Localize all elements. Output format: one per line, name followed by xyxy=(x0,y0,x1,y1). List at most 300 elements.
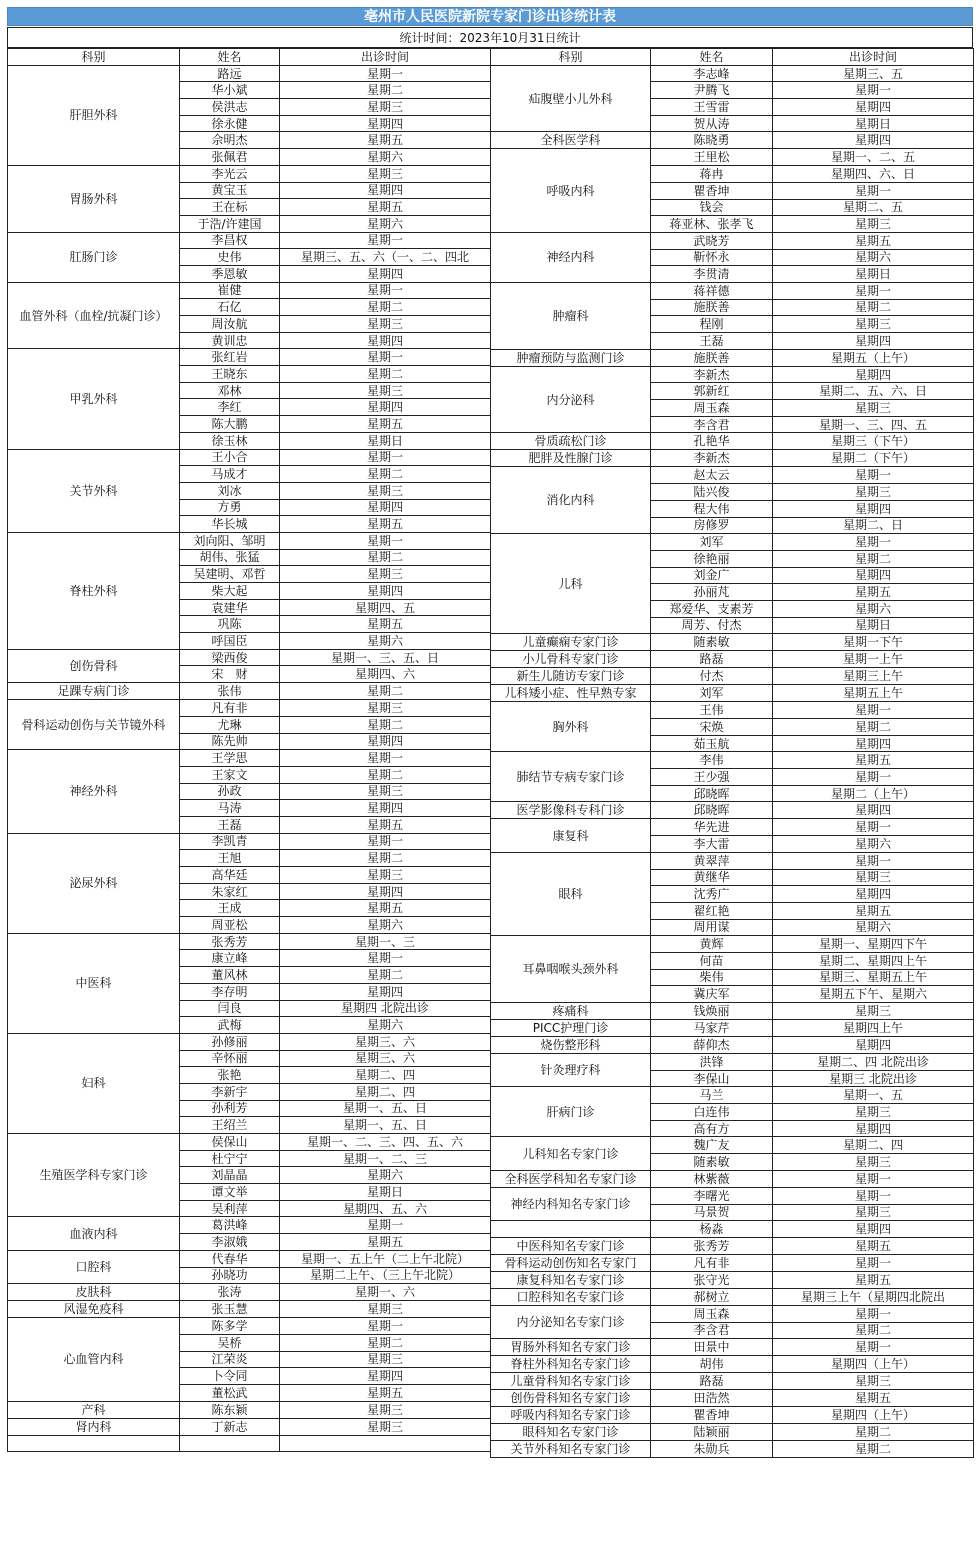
doctor-name: 路远 xyxy=(180,65,280,82)
doctor-name: 程刚 xyxy=(651,316,773,333)
clinic-time: 星期二、五、六、日 xyxy=(773,383,974,400)
clinic-time: 星期六 xyxy=(280,633,491,650)
doctor-name: 付杰 xyxy=(651,668,773,685)
table-row xyxy=(491,752,974,769)
dept-cell: 妇科 xyxy=(8,1033,180,1133)
table-row xyxy=(491,634,974,651)
clinic-time: 星期一、五、日 xyxy=(280,1100,491,1117)
doctor-name: 华长城 xyxy=(180,516,280,533)
clinic-time: 星期三 xyxy=(280,99,491,116)
dept-cell: 儿科知名专家门诊 xyxy=(491,1137,651,1170)
dept-cell: 肝病门诊 xyxy=(491,1087,651,1137)
clinic-time: 星期一 xyxy=(773,819,974,836)
clinic-time: 星期三、星期五上午 xyxy=(773,969,974,986)
dept-cell: 神经内科 xyxy=(491,232,651,282)
doctor-name: 张艳 xyxy=(180,1067,280,1084)
doctor-name: 王雪雷 xyxy=(651,99,773,116)
doctor-name: 薛仰杰 xyxy=(651,1037,773,1054)
doctor-name: 李保山 xyxy=(651,1070,773,1087)
doctor-name: 朱勋兵 xyxy=(651,1441,773,1458)
clinic-time: 星期三 xyxy=(773,1104,974,1121)
doctor-name: 华小斌 xyxy=(180,82,280,99)
doctor-name: 柴大起 xyxy=(180,583,280,600)
table-row xyxy=(491,1170,974,1187)
doctor-name: 辛怀丽 xyxy=(180,1050,280,1067)
doctor-name: 郑爱华、支素芳 xyxy=(651,600,773,617)
table-row xyxy=(8,649,491,666)
doctor-name: 刘军 xyxy=(651,534,773,551)
doctor-name: 吴建明、邓哲 xyxy=(180,566,280,583)
doctor-name: 路磊 xyxy=(651,1373,773,1390)
doctor-name: 路磊 xyxy=(651,651,773,668)
clinic-time: 星期三 北院出诊 xyxy=(773,1070,974,1087)
clinic-time: 星期三 xyxy=(280,482,491,499)
clinic-time: 星期三 xyxy=(773,316,974,333)
clinic-time: 星期二 xyxy=(773,1322,974,1339)
doctor-name: 丁新志 xyxy=(180,1418,280,1435)
clinic-time: 星期五 xyxy=(280,199,491,216)
table-row xyxy=(491,1237,974,1254)
doctor-name: 黄训忠 xyxy=(180,332,280,349)
clinic-time: 星期六 xyxy=(773,600,974,617)
doctor-name: 王里松 xyxy=(651,149,773,166)
clinic-time: 星期一 xyxy=(280,65,491,82)
table-row xyxy=(8,1318,491,1335)
header-row xyxy=(8,49,491,66)
doctor-name: 王伟 xyxy=(651,702,773,719)
clinic-time: 星期三 xyxy=(773,869,974,886)
clinic-time: 星期三 xyxy=(280,783,491,800)
clinic-time: 星期三 xyxy=(773,1154,974,1171)
doctor-name: 程大伟 xyxy=(651,500,773,517)
dept-cell: 风湿免疫科 xyxy=(8,1301,180,1318)
table-row xyxy=(491,1087,974,1104)
doctor-name: 李大雷 xyxy=(651,836,773,853)
clinic-time: 星期一下午 xyxy=(773,634,974,651)
doctor-name: 孙利芳 xyxy=(180,1100,280,1117)
doctor-name: 李含君 xyxy=(651,416,773,433)
clinic-time: 星期三 xyxy=(773,484,974,501)
clinic-time: 星期二、四 xyxy=(773,1137,974,1154)
clinic-time: 星期二 xyxy=(280,1334,491,1351)
doctor-name: 代春华 xyxy=(180,1250,280,1267)
doctor-name: 何苗 xyxy=(651,952,773,969)
table-row xyxy=(491,668,974,685)
doctor-name: 邓林 xyxy=(180,382,280,399)
doctor-name: 高华廷 xyxy=(180,867,280,884)
table-row xyxy=(491,349,974,366)
table-row xyxy=(491,1003,974,1020)
table-row xyxy=(8,532,491,549)
dept-cell: 口腔科知名专家门诊 xyxy=(491,1288,651,1305)
clinic-time: 星期二 xyxy=(280,683,491,700)
doctor-name: 方勇 xyxy=(180,499,280,516)
doctor-name: 蒋冉 xyxy=(651,166,773,183)
doctor-name: 田浩然 xyxy=(651,1390,773,1407)
table-row xyxy=(491,282,974,299)
clinic-time: 星期四 xyxy=(773,567,974,584)
doctor-name: 张玉慧 xyxy=(180,1301,280,1318)
clinic-time: 星期四 xyxy=(280,115,491,132)
clinic-time: 星期日 xyxy=(773,115,974,132)
clinic-time: 星期二 xyxy=(773,1424,974,1441)
clinic-time: 星期三 xyxy=(773,216,974,233)
dept-cell: 烧伤整形科 xyxy=(491,1037,651,1054)
clinic-time: 星期二 xyxy=(280,466,491,483)
clinic-time: 星期六 xyxy=(280,1167,491,1184)
clinic-time: 星期二 xyxy=(280,299,491,316)
doctor-name: 李昌权 xyxy=(180,232,280,249)
dept-cell: 全科医学科 xyxy=(491,132,651,149)
doctor-name: 瞿香坤 xyxy=(651,1407,773,1424)
dept-cell: PICC护理门诊 xyxy=(491,1020,651,1037)
clinic-time: 星期五 xyxy=(773,584,974,601)
table-row xyxy=(491,65,974,82)
clinic-time: 星期四 xyxy=(280,800,491,817)
doctor-name: 徐永健 xyxy=(180,115,280,132)
clinic-time: 星期二 xyxy=(773,719,974,736)
dept-cell: 胸外科 xyxy=(491,702,651,752)
clinic-time: 星期一、星期四下午 xyxy=(773,936,974,953)
doctor-name: 张伟 xyxy=(180,683,280,700)
doctor-name: 王晓东 xyxy=(180,366,280,383)
clinic-time: 星期三 xyxy=(280,566,491,583)
dept-cell xyxy=(491,1221,651,1238)
doctor-name xyxy=(180,1435,280,1452)
clinic-time: 星期五 xyxy=(773,902,974,919)
dept-cell: 小儿骨科专家门诊 xyxy=(491,651,651,668)
table-row xyxy=(491,132,974,149)
clinic-time: 星期一 xyxy=(773,1305,974,1322)
clinic-time: 星期六 xyxy=(773,919,974,936)
doctor-name: 徐玉林 xyxy=(180,432,280,449)
doctor-name: 邱晓晖 xyxy=(651,785,773,802)
doctor-name: 王成 xyxy=(180,900,280,917)
clinic-time: 星期四 xyxy=(773,333,974,350)
clinic-time: 星期三 xyxy=(280,867,491,884)
table-row xyxy=(8,349,491,366)
doctor-name: 周芳、付杰 xyxy=(651,617,773,634)
dept-cell: 创伤骨科 xyxy=(8,649,180,682)
clinic-time: 星期二、四 xyxy=(280,1067,491,1084)
table-row xyxy=(8,1284,491,1301)
dept-cell: 创伤骨科知名专家门诊 xyxy=(491,1390,651,1407)
doctor-name: 陆颖丽 xyxy=(651,1424,773,1441)
table-row xyxy=(491,1221,974,1238)
doctor-name: 马涛 xyxy=(180,800,280,817)
clinic-time: 星期二上午、（三上午北院） xyxy=(280,1267,491,1284)
doctor-name: 周用谋 xyxy=(651,919,773,936)
table-row xyxy=(491,1339,974,1356)
clinic-time: 星期四 xyxy=(280,1368,491,1385)
table-row xyxy=(8,165,491,182)
clinic-time: 星期三 xyxy=(773,400,974,417)
left-schedule-table xyxy=(7,48,491,1452)
doctor-name: 钱会 xyxy=(651,199,773,216)
clinic-time: 星期三上午 xyxy=(773,668,974,685)
table-row xyxy=(491,819,974,836)
dept-cell: 消化内科 xyxy=(491,467,651,534)
clinic-time: 星期二 xyxy=(280,716,491,733)
clinic-time: 星期一 xyxy=(280,750,491,767)
dept-cell: 足踝专病门诊 xyxy=(8,683,180,700)
clinic-time: 星期一 xyxy=(773,1187,974,1204)
stat-time: 统计时间：2023年10月31日统计 xyxy=(7,27,973,48)
clinic-time: 星期四 xyxy=(280,182,491,199)
clinic-time: 星期四 xyxy=(773,1221,974,1238)
doctor-name: 张红岩 xyxy=(180,349,280,366)
doctor-name: 吴利萍 xyxy=(180,1200,280,1217)
doctor-name: 王小合 xyxy=(180,449,280,466)
doctor-name: 随素敏 xyxy=(651,1154,773,1171)
table-row xyxy=(491,1441,974,1458)
clinic-time: 星期三 xyxy=(280,1418,491,1435)
doctor-name: 瞿香坤 xyxy=(651,182,773,199)
table-row xyxy=(8,1033,491,1050)
doctor-name: 于浩/许建国 xyxy=(180,215,280,232)
clinic-time: 星期一、五、日 xyxy=(280,1117,491,1134)
doctor-name: 孙政 xyxy=(180,783,280,800)
clinic-time: 星期二、日 xyxy=(773,517,974,534)
clinic-time: 星期三 xyxy=(280,1301,491,1318)
doctor-name: 林紫薇 xyxy=(651,1170,773,1187)
clinic-time: 星期二（下午） xyxy=(773,450,974,467)
doctor-name: 房修罗 xyxy=(651,517,773,534)
table-row xyxy=(491,1390,974,1407)
dept-cell: 疼痛科 xyxy=(491,1003,651,1020)
doctor-name: 陈大鹏 xyxy=(180,416,280,433)
clinic-time: 星期二、五 xyxy=(773,199,974,216)
clinic-time: 星期日 xyxy=(773,617,974,634)
doctor-name: 孙修丽 xyxy=(180,1033,280,1050)
doctor-name: 周玉森 xyxy=(651,400,773,417)
clinic-time: 星期六 xyxy=(773,836,974,853)
doctor-name: 武梅 xyxy=(180,1017,280,1034)
clinic-time: 星期四 xyxy=(773,1120,974,1137)
table-row xyxy=(8,232,491,249)
doctor-name: 李新杰 xyxy=(651,366,773,383)
clinic-time: 星期一 xyxy=(773,467,974,484)
clinic-time: 星期三、六 xyxy=(280,1050,491,1067)
clinic-time: 星期一 xyxy=(280,1217,491,1234)
clinic-time: 星期五 xyxy=(280,616,491,633)
clinic-time: 星期一 xyxy=(773,1339,974,1356)
dept-cell: 脊柱外科 xyxy=(8,532,180,649)
doctor-name: 尹腾飞 xyxy=(651,82,773,99)
clinic-time: 星期三、五 xyxy=(773,65,974,82)
doctor-name: 孙晓功 xyxy=(180,1267,280,1284)
dept-cell: 骨科运动创伤与关节镜外科 xyxy=(8,700,180,750)
doctor-name: 石亿 xyxy=(180,299,280,316)
clinic-time: 星期二、四 xyxy=(280,1083,491,1100)
clinic-time: 星期四上午 xyxy=(773,1020,974,1037)
doctor-name: 袁建华 xyxy=(180,599,280,616)
doctor-name: 李淑娥 xyxy=(180,1234,280,1251)
table-row xyxy=(491,685,974,702)
clinic-time: 星期五 xyxy=(280,1234,491,1251)
doctor-name: 康立峰 xyxy=(180,950,280,967)
table-row xyxy=(491,702,974,719)
clinic-time: 星期一、五 xyxy=(773,1087,974,1104)
doctor-name: 李志峰 xyxy=(651,65,773,82)
doctor-name: 董风林 xyxy=(180,967,280,984)
doctor-name: 田景中 xyxy=(651,1339,773,1356)
clinic-time: 星期四 xyxy=(773,886,974,903)
clinic-time: 星期四 xyxy=(280,332,491,349)
clinic-time: 星期三 xyxy=(280,382,491,399)
doctor-name: 陈先帅 xyxy=(180,733,280,750)
clinic-time: 星期五 xyxy=(773,1237,974,1254)
doctor-name: 施朕善 xyxy=(651,349,773,366)
clinic-time: 星期四 xyxy=(773,99,974,116)
dept-cell: 眼科知名专家门诊 xyxy=(491,1424,651,1441)
clinic-time: 星期三 xyxy=(280,165,491,182)
dept-cell: 肿瘤科 xyxy=(491,282,651,349)
doctor-name: 胡伟、张猛 xyxy=(180,549,280,566)
dept-cell: 关节外科 xyxy=(8,449,180,532)
table-row xyxy=(491,1407,974,1424)
doctor-name: 黄辉 xyxy=(651,936,773,953)
clinic-time: 星期一 xyxy=(280,833,491,850)
doctor-name: 翟红艳 xyxy=(651,902,773,919)
doctor-name: 季恩敏 xyxy=(180,265,280,282)
dept-cell: 胃肠外科知名专家门诊 xyxy=(491,1339,651,1356)
clinic-time: 星期四 xyxy=(280,983,491,1000)
clinic-time: 星期三 xyxy=(773,1204,974,1221)
doctor-name: 刘冰 xyxy=(180,482,280,499)
doctor-name: 赵太云 xyxy=(651,467,773,484)
doctor-name: 黄翠萍 xyxy=(651,852,773,869)
table-row xyxy=(491,1137,974,1154)
doctor-name: 朱家红 xyxy=(180,883,280,900)
doctor-name: 邱晓晖 xyxy=(651,802,773,819)
doctor-name: 王在标 xyxy=(180,199,280,216)
dept-cell: 疝腹壁小儿外科 xyxy=(491,65,651,132)
table-row xyxy=(8,282,491,299)
table-row xyxy=(491,1356,974,1373)
table-row xyxy=(491,1271,974,1288)
clinic-time: 星期五上午 xyxy=(773,685,974,702)
clinic-time: 星期四 xyxy=(773,802,974,819)
table-row xyxy=(8,683,491,700)
doctor-name: 李含君 xyxy=(651,1322,773,1339)
doctor-name: 江荣炎 xyxy=(180,1351,280,1368)
doctor-name: 巩陈 xyxy=(180,616,280,633)
dept-cell: 新生儿随访专家门诊 xyxy=(491,668,651,685)
dept-cell: 血液内科 xyxy=(8,1217,180,1250)
doctor-name: 李贯清 xyxy=(651,266,773,283)
clinic-time: 星期五下午、星期六 xyxy=(773,986,974,1003)
doctor-name: 刘晶晶 xyxy=(180,1167,280,1184)
table-row xyxy=(8,1435,491,1452)
doctor-name: 施朕善 xyxy=(651,299,773,316)
page-title: 亳州市人民医院新院专家门诊出诊统计表 xyxy=(7,7,973,26)
doctor-name: 周玉森 xyxy=(651,1305,773,1322)
clinic-time: 星期五 xyxy=(773,232,974,249)
clinic-time: 星期日 xyxy=(280,432,491,449)
doctor-name: 刘向阳、邹明 xyxy=(180,532,280,549)
doctor-name: 孙丽芃 xyxy=(651,584,773,601)
doctor-name: 洪锋 xyxy=(651,1054,773,1071)
dept-cell xyxy=(8,1435,180,1452)
doctor-name: 魏广友 xyxy=(651,1137,773,1154)
doctor-name: 随素敏 xyxy=(651,634,773,651)
dept-cell: 生殖医学科专家门诊 xyxy=(8,1134,180,1217)
table-row xyxy=(491,1424,974,1441)
doctor-name: 李光云 xyxy=(180,165,280,182)
table-row xyxy=(491,1254,974,1271)
name-header: 姓名 xyxy=(180,49,280,66)
table-row xyxy=(491,802,974,819)
clinic-time: 星期二 xyxy=(773,299,974,316)
doctor-name: 柴伟 xyxy=(651,969,773,986)
table-row xyxy=(491,366,974,383)
dept-cell: 胃肠外科 xyxy=(8,165,180,232)
doctor-name: 张涛 xyxy=(180,1284,280,1301)
clinic-time: 星期一 xyxy=(773,282,974,299)
clinic-time: 星期三 xyxy=(773,1373,974,1390)
doctor-name: 白连伟 xyxy=(651,1104,773,1121)
clinic-time: 星期一 xyxy=(280,950,491,967)
clinic-time: 星期四 xyxy=(773,735,974,752)
doctor-name: 张秀芳 xyxy=(180,933,280,950)
doctor-name: 王旭 xyxy=(180,850,280,867)
table-row xyxy=(491,1305,974,1322)
dept-cell: 血管外科（血栓/抗凝门诊） xyxy=(8,282,180,349)
clinic-time: 星期五 xyxy=(280,816,491,833)
clinic-time: 星期四、五、六 xyxy=(280,1200,491,1217)
clinic-time: 星期一、五上午（二上午北院） xyxy=(280,1250,491,1267)
clinic-time: 星期四 xyxy=(773,366,974,383)
name-header: 姓名 xyxy=(651,49,773,66)
clinic-time: 星期五（上午） xyxy=(773,349,974,366)
dept-cell: 产科 xyxy=(8,1401,180,1418)
clinic-time: 星期四 xyxy=(280,265,491,282)
table-row xyxy=(491,1020,974,1037)
doctor-name: 刘军 xyxy=(651,685,773,702)
clinic-time: 星期二 xyxy=(280,82,491,99)
clinic-time: 星期六 xyxy=(280,215,491,232)
table-row xyxy=(8,1401,491,1418)
dept-cell: 肾内科 xyxy=(8,1418,180,1435)
clinic-time: 星期六 xyxy=(280,917,491,934)
clinic-time: 星期二 xyxy=(280,850,491,867)
doctor-name: 谭文举 xyxy=(180,1184,280,1201)
table-row xyxy=(8,933,491,950)
dept-cell: 肛肠门诊 xyxy=(8,232,180,282)
clinic-time: 星期五 xyxy=(280,900,491,917)
dept-cell: 耳鼻咽喉头颈外科 xyxy=(491,936,651,1003)
clinic-time: 星期四 xyxy=(773,1037,974,1054)
dept-cell: 口腔科 xyxy=(8,1250,180,1283)
doctor-name: 张佩君 xyxy=(180,149,280,166)
dept-cell: 神经内科知名专家门诊 xyxy=(491,1187,651,1220)
table-row xyxy=(491,1187,974,1204)
dept-cell: 呼吸内科知名专家门诊 xyxy=(491,1407,651,1424)
doctor-name: 李伟 xyxy=(651,752,773,769)
doctor-name: 刘金广 xyxy=(651,567,773,584)
clinic-time: 星期二 xyxy=(280,766,491,783)
dept-cell: 针灸理疗科 xyxy=(491,1054,651,1087)
dept-cell: 肿瘤预防与监测门诊 xyxy=(491,349,651,366)
table-row xyxy=(8,1217,491,1234)
doctor-name: 吴桥 xyxy=(180,1334,280,1351)
clinic-time: 星期三上午（星期四北院出 xyxy=(773,1288,974,1305)
table-row xyxy=(491,149,974,166)
table-row xyxy=(8,1250,491,1267)
dept-cell: 肝胆外科 xyxy=(8,65,180,165)
dept-cell: 儿童骨科知名专家门诊 xyxy=(491,1373,651,1390)
